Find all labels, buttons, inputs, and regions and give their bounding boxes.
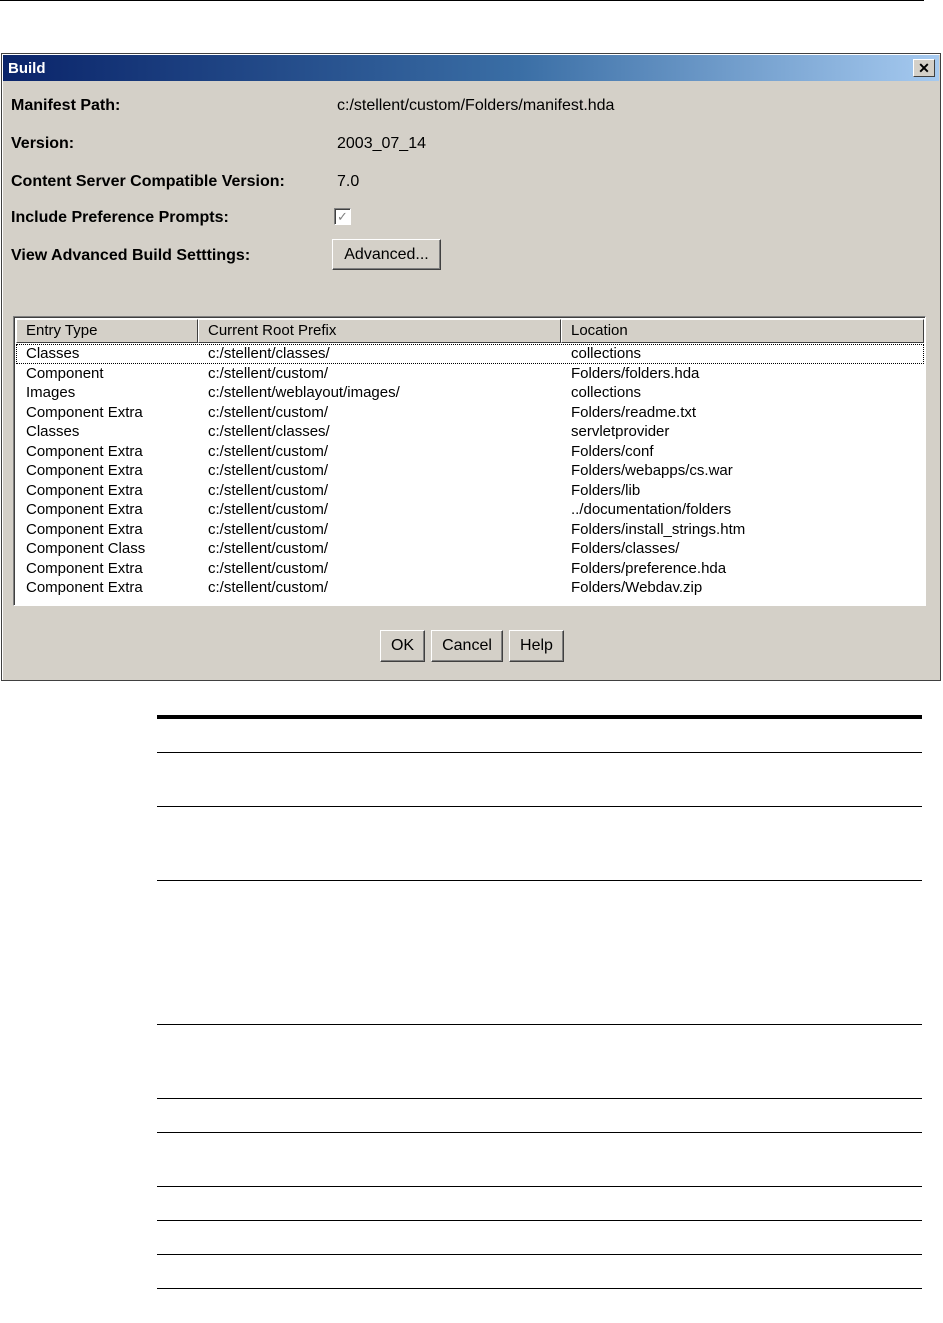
cancel-button[interactable]: Cancel	[431, 630, 503, 662]
dialog-titlebar[interactable]	[3, 55, 939, 81]
entry-type-cell: Component Extra	[26, 559, 143, 577]
list-row[interactable]	[16, 500, 924, 520]
preference-prompts-checkbox[interactable]	[334, 208, 351, 225]
version-label: Version:	[11, 135, 75, 152]
root-prefix-cell: c:/stellent/custom/	[208, 540, 329, 557]
table-row	[157, 1133, 922, 1187]
preference-prompts-label: Include Preference Prompts:	[11, 209, 229, 226]
page-top-rule	[0, 0, 924, 1]
entry-type-cell: Component Extra	[26, 501, 143, 518]
location-cell: Folders/lib	[571, 481, 641, 499]
root-prefix-cell: c:/stellent/custom/	[208, 559, 329, 577]
entry-type-cell: Component Extra	[26, 481, 143, 499]
list-row[interactable]	[16, 461, 924, 481]
ok-button[interactable]: OK	[380, 630, 425, 662]
list-body	[16, 344, 924, 598]
entry-type-cell: Component Class	[26, 540, 146, 557]
help-button[interactable]: Help	[509, 630, 564, 662]
location-cell: Folders/conf	[571, 442, 654, 460]
entry-type-cell: Images	[26, 384, 76, 401]
list-header	[16, 319, 924, 343]
root-prefix-cell: c:/stellent/custom/	[208, 403, 329, 421]
checkmark-icon: ✓	[337, 209, 348, 224]
entry-type-cell: Component Extra	[26, 520, 143, 538]
list-row[interactable]	[16, 442, 924, 462]
close-button[interactable]	[913, 59, 935, 77]
list-row[interactable]	[16, 481, 924, 501]
location-cell: servletprovider	[571, 423, 670, 440]
root-prefix-cell: c:/stellent/weblayout/images/	[208, 384, 400, 401]
root-prefix-cell: c:/stellent/custom/	[208, 481, 329, 499]
entry-type-cell: Classes	[26, 345, 80, 362]
list-row[interactable]	[16, 422, 924, 442]
compatible-version-value: 7.0	[337, 173, 360, 190]
advanced-settings-label: View Advanced Build Setttings:	[11, 247, 251, 264]
manifest-path-value: c:/stellent/custom/Folders/manifest.hda	[337, 97, 615, 114]
location-cell: Folders/preference.hda	[571, 559, 727, 577]
location-cell: Folders/Webdav.zip	[571, 579, 703, 596]
location-cell: Folders/classes/	[571, 540, 680, 557]
root-prefix-cell: c:/stellent/custom/	[208, 442, 329, 460]
root-prefix-cell: c:/stellent/custom/	[208, 520, 329, 538]
entry-type-cell: Component Extra	[26, 442, 143, 460]
table-row	[157, 1025, 922, 1099]
root-prefix-cell: c:/stellent/custom/	[208, 364, 329, 382]
column-header-location[interactable]: Location	[561, 319, 924, 343]
entries-list[interactable]	[13, 316, 926, 606]
location-cell: ../documentation/folders	[571, 501, 732, 518]
entry-type-cell: Component	[26, 364, 104, 382]
table-row	[157, 1187, 922, 1221]
table-row	[157, 1255, 922, 1289]
list-row[interactable]	[16, 520, 924, 540]
root-prefix-cell: c:/stellent/classes/	[208, 423, 330, 440]
list-row[interactable]	[16, 559, 924, 579]
root-prefix-cell: c:/stellent/custom/	[208, 579, 329, 596]
table-row	[157, 1221, 922, 1255]
document-table	[157, 715, 922, 1289]
table-row	[157, 719, 922, 753]
root-prefix-cell: c:/stellent/custom/	[208, 501, 329, 518]
table-row	[157, 807, 922, 881]
entry-type-cell: Component Extra	[26, 579, 143, 596]
version-value: 2003_07_14	[337, 135, 426, 152]
root-prefix-cell: c:/stellent/classes/	[208, 345, 330, 362]
advanced-button[interactable]: Advanced...	[332, 239, 441, 270]
list-row[interactable]	[16, 383, 924, 403]
table-row	[157, 1099, 922, 1133]
entry-type-cell: Component Extra	[26, 403, 143, 421]
entry-type-cell: Component Extra	[26, 462, 143, 479]
location-cell: collections	[571, 384, 642, 401]
entry-type-cell: Classes	[26, 423, 80, 440]
column-header-root-prefix[interactable]: Current Root Prefix	[198, 319, 561, 343]
manifest-path-label: Manifest Path:	[11, 97, 121, 114]
table-row	[157, 881, 922, 1025]
build-dialog	[1, 53, 941, 681]
list-row[interactable]	[16, 539, 924, 559]
list-row[interactable]	[16, 578, 924, 598]
list-row[interactable]	[16, 344, 924, 364]
list-row[interactable]	[16, 403, 924, 423]
location-cell: Folders/install_strings.htm	[571, 520, 746, 538]
location-cell: collections	[571, 345, 642, 362]
close-icon: ✕	[918, 60, 930, 76]
table-row	[157, 753, 922, 807]
column-header-entry-type[interactable]: Entry Type	[16, 319, 198, 343]
root-prefix-cell: c:/stellent/custom/	[208, 462, 329, 479]
list-row[interactable]	[16, 364, 924, 384]
location-cell: Folders/readme.txt	[571, 403, 697, 421]
compatible-version-label: Content Server Compatible Version:	[11, 173, 285, 190]
dialog-title: Build	[8, 60, 46, 77]
location-cell: Folders/webapps/cs.war	[571, 462, 733, 479]
location-cell: Folders/folders.hda	[571, 364, 700, 382]
